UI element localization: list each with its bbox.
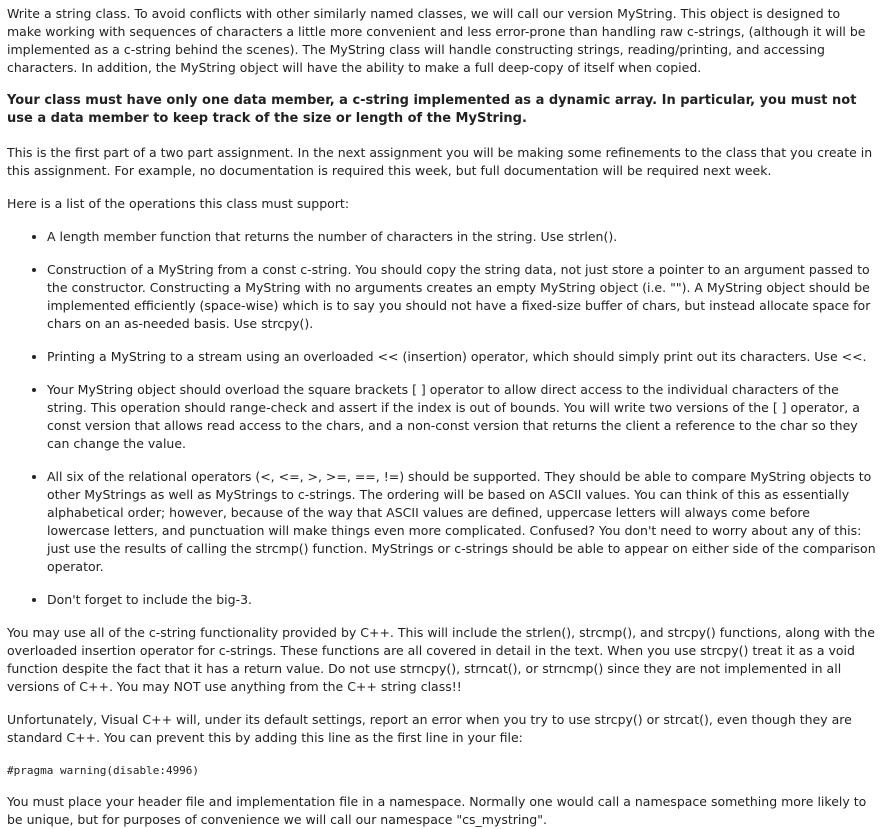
intro-paragraph: Write a string class. To avoid conflicts with other similarly named classes, we will call our version MyString. This object is designed to make working with sequences of characters a little more convenient and less error-prone than handling raw c-strings, (although it will be implemented as a c-string behind the scenes). The MyString class will handle constructing strings, reading/printing, and accessing characters. In addition, the MyString object will have the ability to make a full deep-copy of itself when copied. — [7, 6, 866, 75]
operation-length: • A length member function that returns the number of characters in the string. Use strlen(). — [47, 228, 876, 246]
operation-big-three: • Don't forget to include the big-3. — [47, 591, 876, 609]
functionality-paragraph: You may use all of the c-string functionality provided by C++. This will include the strlen(), strcmp(), and strcpy() functions, along with the overloaded insertion operator for c-strings. These functions are all covered in detail in the text. When you use strcpy() treat it as a void function despite the fact that it has a return value. Do not use strncpy(), strncat(), or strncmp() since they are not implemented in all versions of C++. You may NOT use anything from the C++ string class!! — [7, 625, 875, 694]
visual-cpp-paragraph: Unfortunately, Visual C++ will, under its default settings, report an error when you try to use strcpy() or strcat(), even though they are standard C++. You can prevent this by adding this line as the first line in your file: — [7, 712, 852, 745]
requirement-paragraph: Your class must have only one data member, a c-string implemented as a dynamic array. In particular, you must not use a data member to keep track of the size or length of the MyString. — [7, 93, 857, 126]
operation-printing: • Printing a MyString to a stream using an overloaded << (insertion) operator, which should simply print out its characters. Use <<. — [47, 348, 876, 366]
operation-construction: • Construction of a MyString from a const c-string. You should copy the string data, not just store a pointer to an argument passed to the constructor. Constructing a MyString with no arguments creates an empty MyString object (i.e. ""). A MyString object should be implemented efficiently (space-wise) which is to say you should not have a fixed-size buffer of chars, but instead allocate space for chars on an as-needed basis. Use strcpy(). — [47, 261, 876, 333]
operation-brackets: • Your MyString object should overload the square brackets [ ] operator to allow direct access to the individual characters of the string. This operation should range-check and assert if the index is out of bounds. You will write two versions of the [ ] operator, a const version that allows read access to the chars, and a non-const version that returns the client a reference to the char so they can change the value. — [47, 381, 876, 453]
list-intro-paragraph: Here is a list of the operations this class must support: — [7, 196, 350, 211]
operation-relational: • All six of the relational operators (<, <=, >, >=, ==, !=) should be supported. They should be able to compare MyString objects to other MyStrings as well as MyStrings to c-strings. The ordering will be based on ASCII values. You can think of this as essentially alphabetical order; however, because of the way that ASCII values are defined, uppercase letters will always come before lowercase letters, and punctuation will make things even more complicated. Confused? You don't need to worry about any of this: just use the results of calling the strcmp() function. MyStrings or c-strings should be able to appear on either side of the comparison operator. — [47, 468, 876, 576]
pragma-code-line: #pragma warning(disable:4996) — [7, 764, 200, 777]
namespace-paragraph: You must place your header file and implementation file in a namespace. Normally one would call a namespace something more likely to be unique, but for purposes of convenience we will call our namespace "cs_mystring". — [7, 794, 867, 827]
two-part-paragraph: This is the first part of a two part assignment. In the next assignment you will be making some refinements to the class that you create in this assignment. For example, no documentation is required this week, but full documentation will be required next week. — [7, 145, 873, 178]
operations-list — [7, 228, 876, 609]
